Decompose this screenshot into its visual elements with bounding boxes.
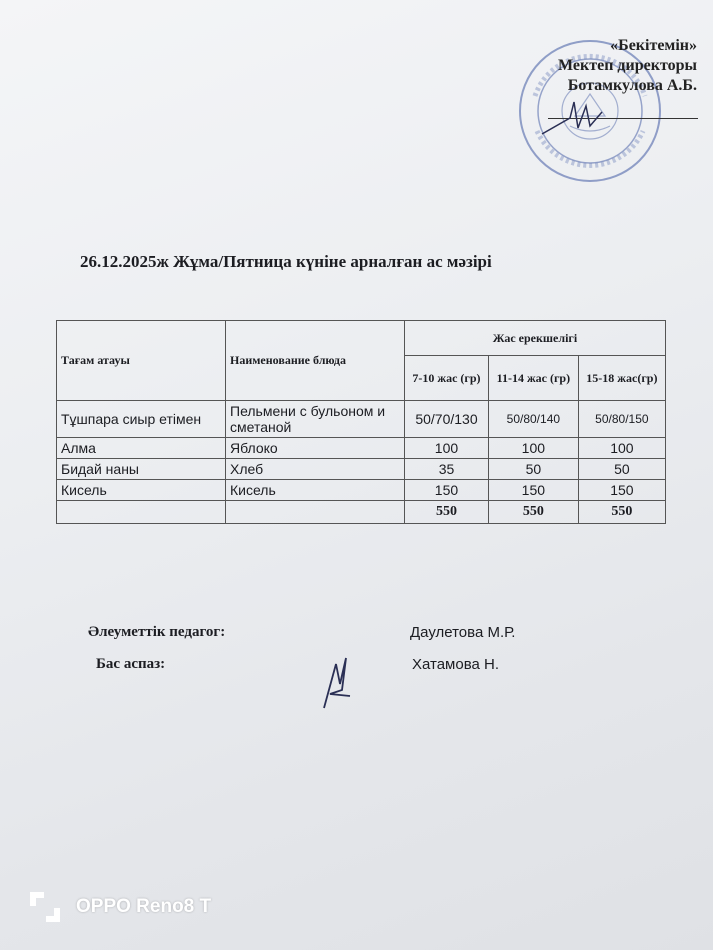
table-row: [57, 459, 666, 480]
table-row: [57, 401, 666, 438]
header-age-11-14: 11-14 жас (гр): [488, 356, 578, 401]
total-7-10: 550: [405, 501, 489, 524]
dish-ru: Яблоко: [226, 438, 405, 459]
table-row: [57, 480, 666, 501]
empty-cell: [226, 501, 405, 524]
approval-block: [558, 36, 697, 96]
portion-11-14: 100: [488, 438, 578, 459]
camera-watermark: [24, 886, 211, 928]
dish-kz: Бидай наны: [57, 459, 226, 480]
menu-title: 26.12.2025ж Жұма/Пятница күніне арналған ас мәзірі: [80, 252, 492, 271]
watermark-text: OPPO Reno8 T: [76, 896, 212, 917]
portion-15-18: 150: [578, 480, 665, 501]
portion-11-14: 50: [488, 459, 578, 480]
social-pedagogue-name: Даулетова М.Р.: [410, 624, 516, 641]
portion-15-18: 50: [578, 459, 665, 480]
approval-label: «Бекітемін»: [610, 37, 697, 54]
approval-position: Мектеп директоры: [558, 57, 697, 74]
header-age-7-10: 7-10 жас (гр): [405, 356, 489, 401]
dish-kz: Тұшпара сиыр етімен: [57, 401, 226, 438]
dish-kz: Кисель: [57, 480, 226, 501]
director-signature: [540, 98, 620, 138]
portion-11-14: 50/80/140: [488, 401, 578, 438]
dish-kz: Алма: [57, 438, 226, 459]
header-dish-ru: Наименование блюда: [226, 321, 405, 401]
menu-table: [56, 320, 666, 524]
portion-15-18: 50/80/150: [578, 401, 665, 438]
portion-11-14: 150: [488, 480, 578, 501]
dish-ru: Хлеб: [226, 459, 405, 480]
portion-7-10: 50/70/130: [405, 401, 489, 438]
header-age-groups: Жас ерекшелігі: [405, 321, 666, 356]
empty-cell: [57, 501, 226, 524]
table-row: [57, 438, 666, 459]
totals-row: [57, 501, 666, 524]
approval-director-name: Ботамкулова А.Б.: [567, 77, 697, 94]
total-15-18: 550: [578, 501, 665, 524]
header-dish-kz: Тағам атауы: [57, 321, 226, 401]
head-cook-label: Бас аспаз:: [96, 656, 166, 672]
header-age-15-18: 15-18 жас(гр): [578, 356, 665, 401]
portion-7-10: 150: [405, 480, 489, 501]
portion-15-18: 100: [578, 438, 665, 459]
head-cook-name: Хатамова Н.: [412, 656, 500, 673]
dish-ru: Пельмени с бульоном и сметаной: [226, 401, 405, 438]
portion-7-10: 100: [405, 438, 489, 459]
total-11-14: 550: [488, 501, 578, 524]
portion-7-10: 35: [405, 459, 489, 480]
head-cook-signature: [312, 650, 362, 712]
social-pedagogue-label: Әлеуметтік педагог:: [88, 624, 226, 640]
camera-brand-icon: [24, 886, 66, 928]
dish-ru: Кисель: [226, 480, 405, 501]
